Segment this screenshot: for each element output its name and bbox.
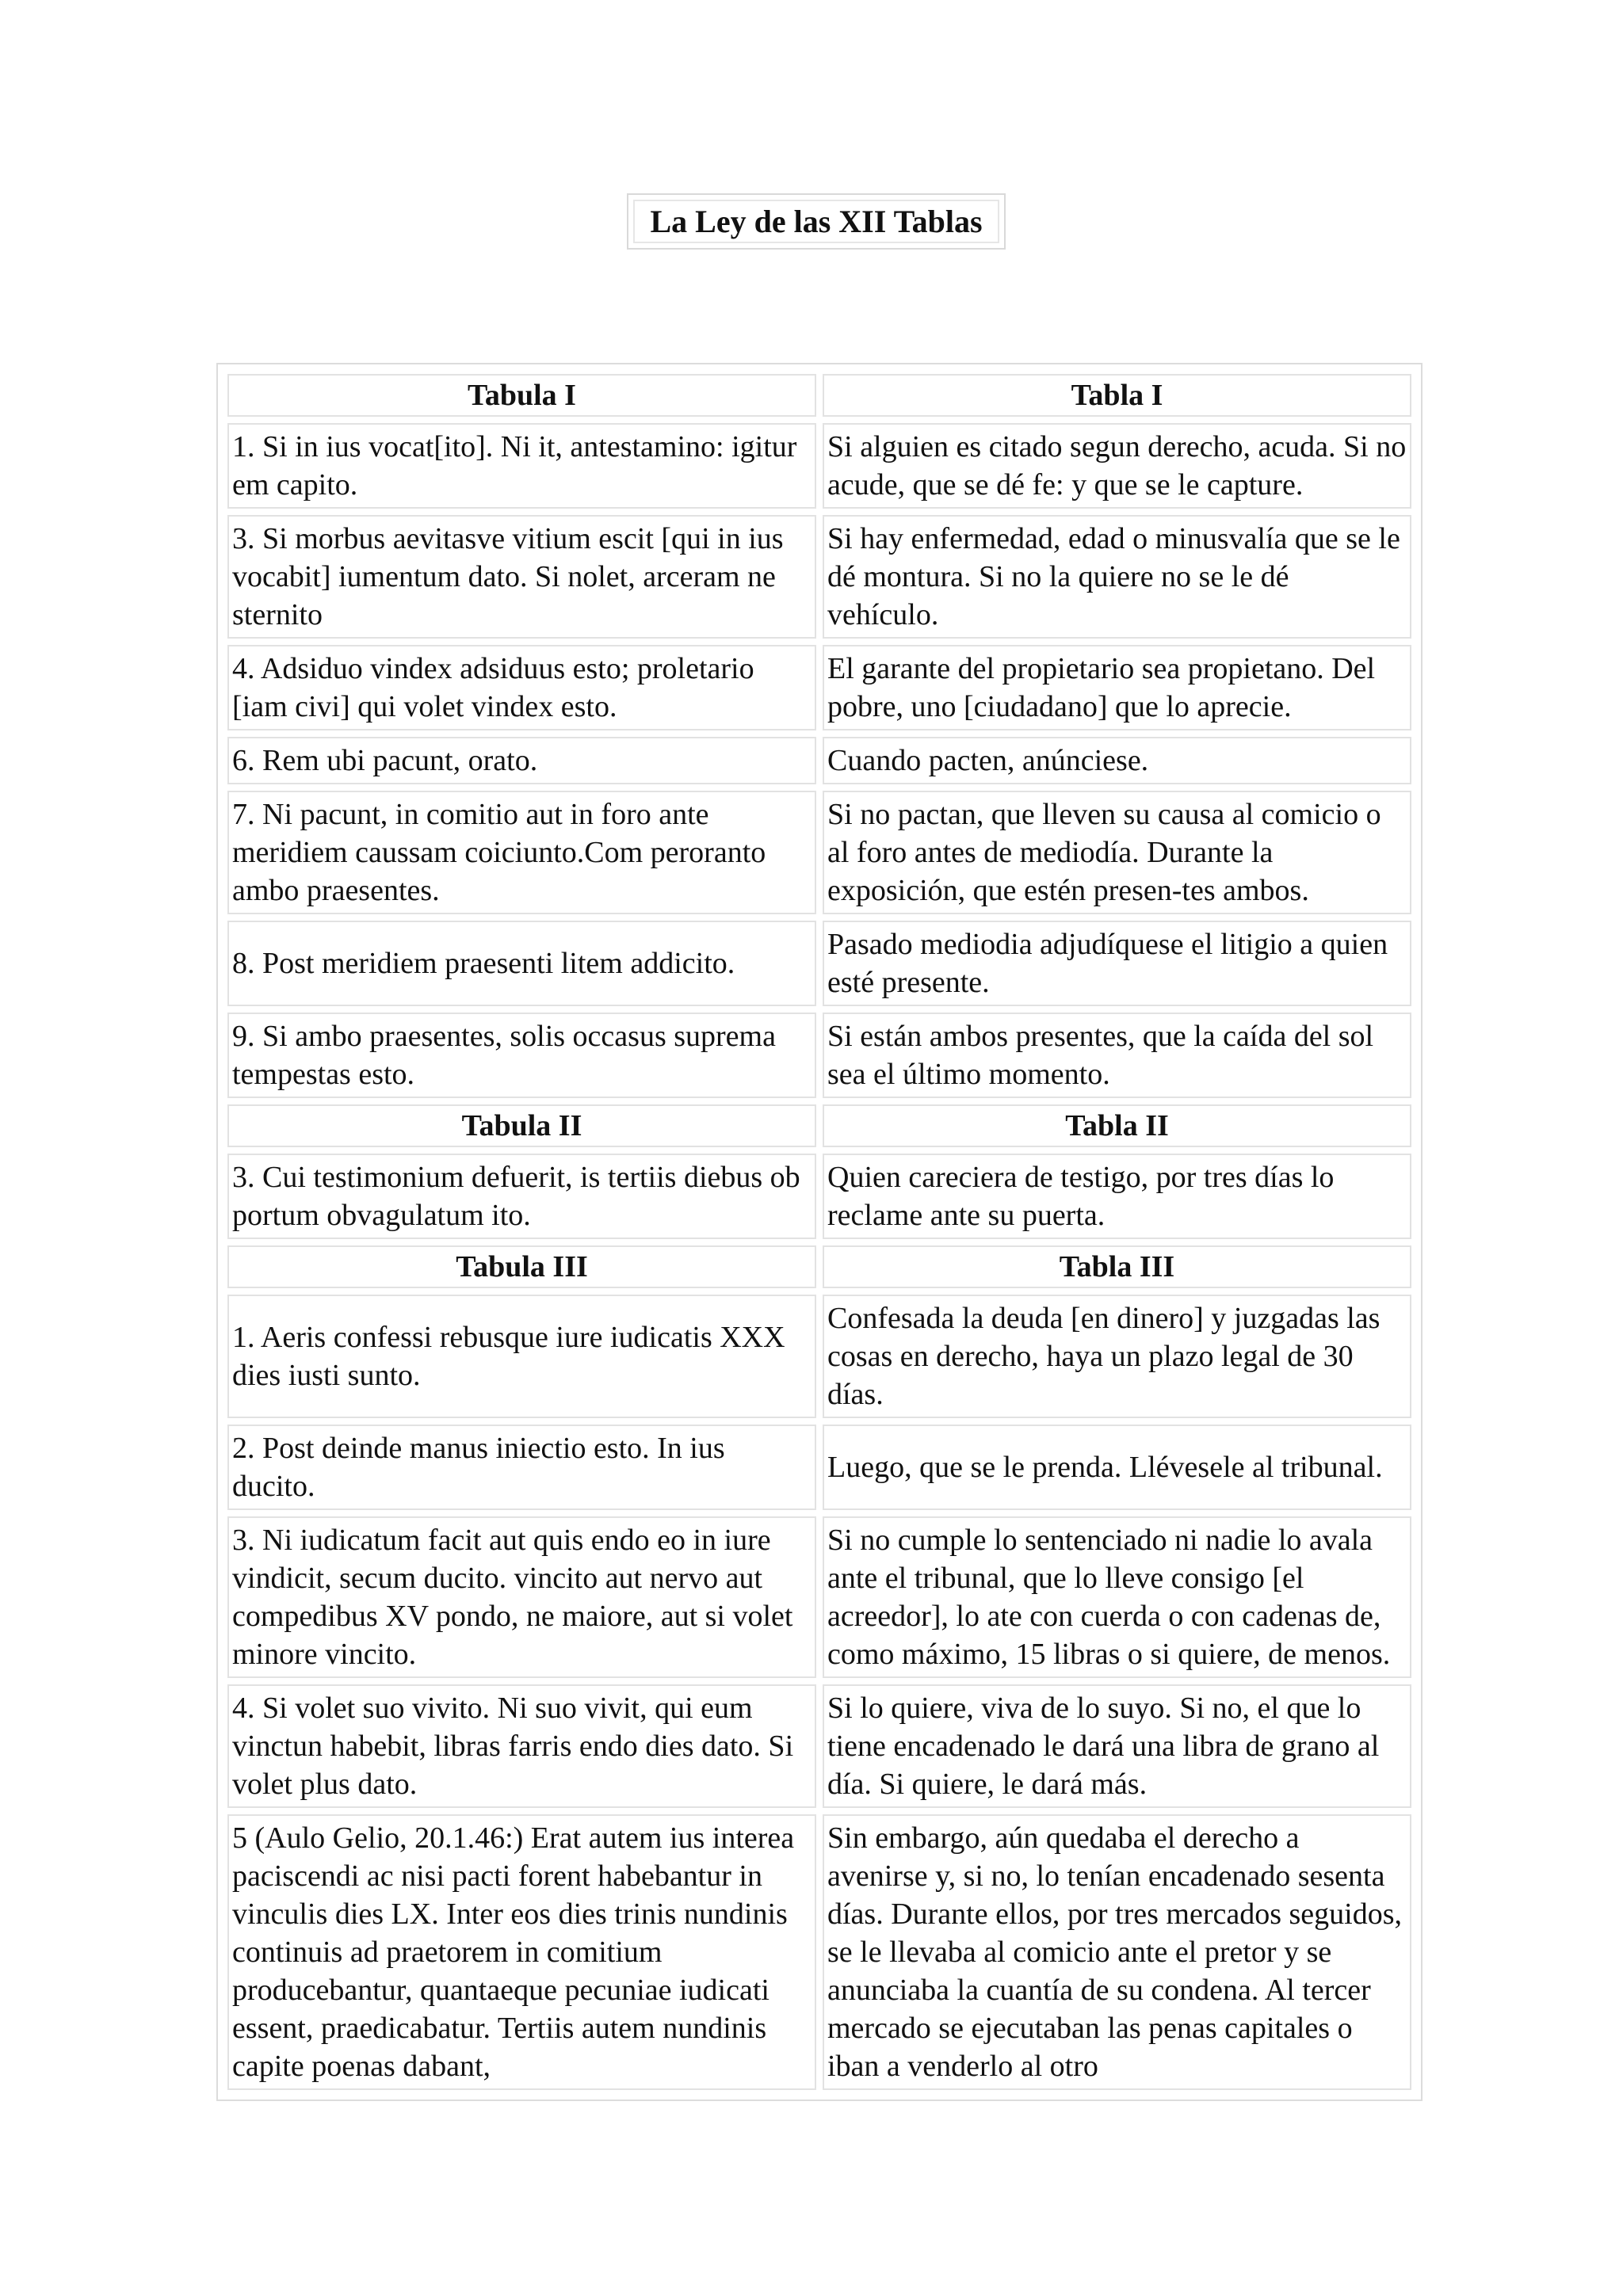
latin-text: 9. Si ambo praesentes, solis occasus suprema tempestas esto. — [227, 1013, 816, 1098]
spanish-text: Cuando pacten, anúnciese. — [823, 737, 1411, 784]
latin-text: 3. Ni iudicatum facit aut quis endo eo in iure vindicit, secum ducito. vincito aut nervo aut compedibus XV pondo, ne maiore, aut si volet minore vincito. — [227, 1516, 816, 1678]
table-row — [227, 1013, 1411, 1098]
spanish-heading: Tabla III — [823, 1245, 1411, 1288]
laws-table — [216, 363, 1423, 2101]
spanish-text: Si hay enfermedad, edad o minusvalía que se le dé montura. Si no la quiere no se le dé vehículo. — [823, 515, 1411, 639]
latin-text: 1. Si in ius vocat[ito]. Ni it, antestamino: igitur em capito. — [227, 423, 816, 509]
latin-text: 4. Adsiduo vindex adsiduus esto; proletario [iam civi] qui volet vindex esto. — [227, 645, 816, 730]
latin-heading: Tabula III — [227, 1245, 816, 1288]
latin-text: 6. Rem ubi pacunt, orato. — [227, 737, 816, 784]
latin-text: 5 (Aulo Gelio, 20.1.46:) Erat autem ius interea paciscendi ac nisi pacti forent habebantur in vinculis dies LX. Inter eos dies trinis nundinis continuis ad praetorem in comitium producebantur, quantaeque pecuniae iudicati essent, praedicabatur. Tertiis autem nundinis capite poenas dabant, — [227, 1814, 816, 2090]
spanish-text: Si lo quiere, viva de lo suyo. Si no, el que lo tiene encadenado le dará una libra de grano al día. Si quiere, le dará más. — [823, 1684, 1411, 1808]
spanish-heading: Tabla I — [823, 374, 1411, 417]
section-heading-row — [227, 1245, 1411, 1288]
bilingual-table — [221, 368, 1418, 2096]
spanish-text: Sin embargo, aún quedaba el derecho a avenirse y, si no, lo tenían encadenado sesenta días. Durante ellos, por tres mercados seguidos, se le llevaba al comicio ante el pretor y se anunciaba la cuantía de su condena. Al tercer mercado se ejecutaban las penas capitales o iban a venderlo al otro — [823, 1814, 1411, 2090]
table-row — [227, 1814, 1411, 2090]
table-row — [227, 1516, 1411, 1678]
table-row — [227, 515, 1411, 639]
document-title: La Ley de las XII Tablas — [650, 204, 983, 239]
latin-text: 3. Si morbus aevitasve vitium escit [qui in ius vocabit] iumentum dato. Si nolet, arceram ne sternito — [227, 515, 816, 639]
latin-text: 1. Aeris confessi rebusque iure iudicatis XXX dies iusti sunto. — [227, 1295, 816, 1418]
table-row — [227, 1295, 1411, 1418]
section-heading-row — [227, 374, 1411, 417]
latin-text: 7. Ni pacunt, in comitio aut in foro ante meridiem caussam coiciunto.Com peroranto ambo praesentes. — [227, 791, 816, 914]
table-row — [227, 423, 1411, 509]
latin-text: 2. Post deinde manus iniectio esto. In ius ducito. — [227, 1425, 816, 1510]
table-row — [227, 791, 1411, 914]
table-row — [227, 921, 1411, 1006]
table-row — [227, 1425, 1411, 1510]
section-heading-row — [227, 1104, 1411, 1147]
table-row — [227, 737, 1411, 784]
spanish-text: Si no pactan, que lleven su causa al comicio o al foro antes de mediodía. Durante la exposición, que estén presen-tes ambos. — [823, 791, 1411, 914]
spanish-text: Si alguien es citado segun derecho, acuda. Si no acude, que se dé fe: y que se le capture. — [823, 423, 1411, 509]
document-title-box — [627, 193, 1006, 250]
table-row — [227, 645, 1411, 730]
spanish-text: El garante del propietario sea propietano. Del pobre, uno [ciudadano] que lo aprecie. — [823, 645, 1411, 730]
latin-text: 3. Cui testimonium defuerit, is tertiis diebus ob portum obvagulatum ito. — [227, 1154, 816, 1239]
latin-text: 4. Si volet suo vivito. Ni suo vivit, qui eum vinctun habebit, libras farris endo dies dato. Si volet plus dato. — [227, 1684, 816, 1808]
table-row — [227, 1154, 1411, 1239]
spanish-heading: Tabla II — [823, 1104, 1411, 1147]
latin-heading: Tabula I — [227, 374, 816, 417]
spanish-text: Si están ambos presentes, que la caída del sol sea el último momento. — [823, 1013, 1411, 1098]
spanish-text: Si no cumple lo sentenciado ni nadie lo avala ante el tribunal, que lo lleve consigo [el acreedor], lo ate con cuerda o con cadenas de, como máximo, 15 libras o si quiere, de menos. — [823, 1516, 1411, 1678]
latin-text: 8. Post meridiem praesenti litem addicito. — [227, 921, 816, 1006]
spanish-text: Quien careciera de testigo, por tres días lo reclame ante su puerta. — [823, 1154, 1411, 1239]
table-row — [227, 1684, 1411, 1808]
spanish-text: Confesada la deuda [en dinero] y juzgadas las cosas en derecho, haya un plazo legal de 30 días. — [823, 1295, 1411, 1418]
spanish-text: Luego, que se le prenda. Llévesele al tribunal. — [823, 1425, 1411, 1510]
latin-heading: Tabula II — [227, 1104, 816, 1147]
spanish-text: Pasado mediodia adjudíquese el litigio a quien esté presente. — [823, 921, 1411, 1006]
